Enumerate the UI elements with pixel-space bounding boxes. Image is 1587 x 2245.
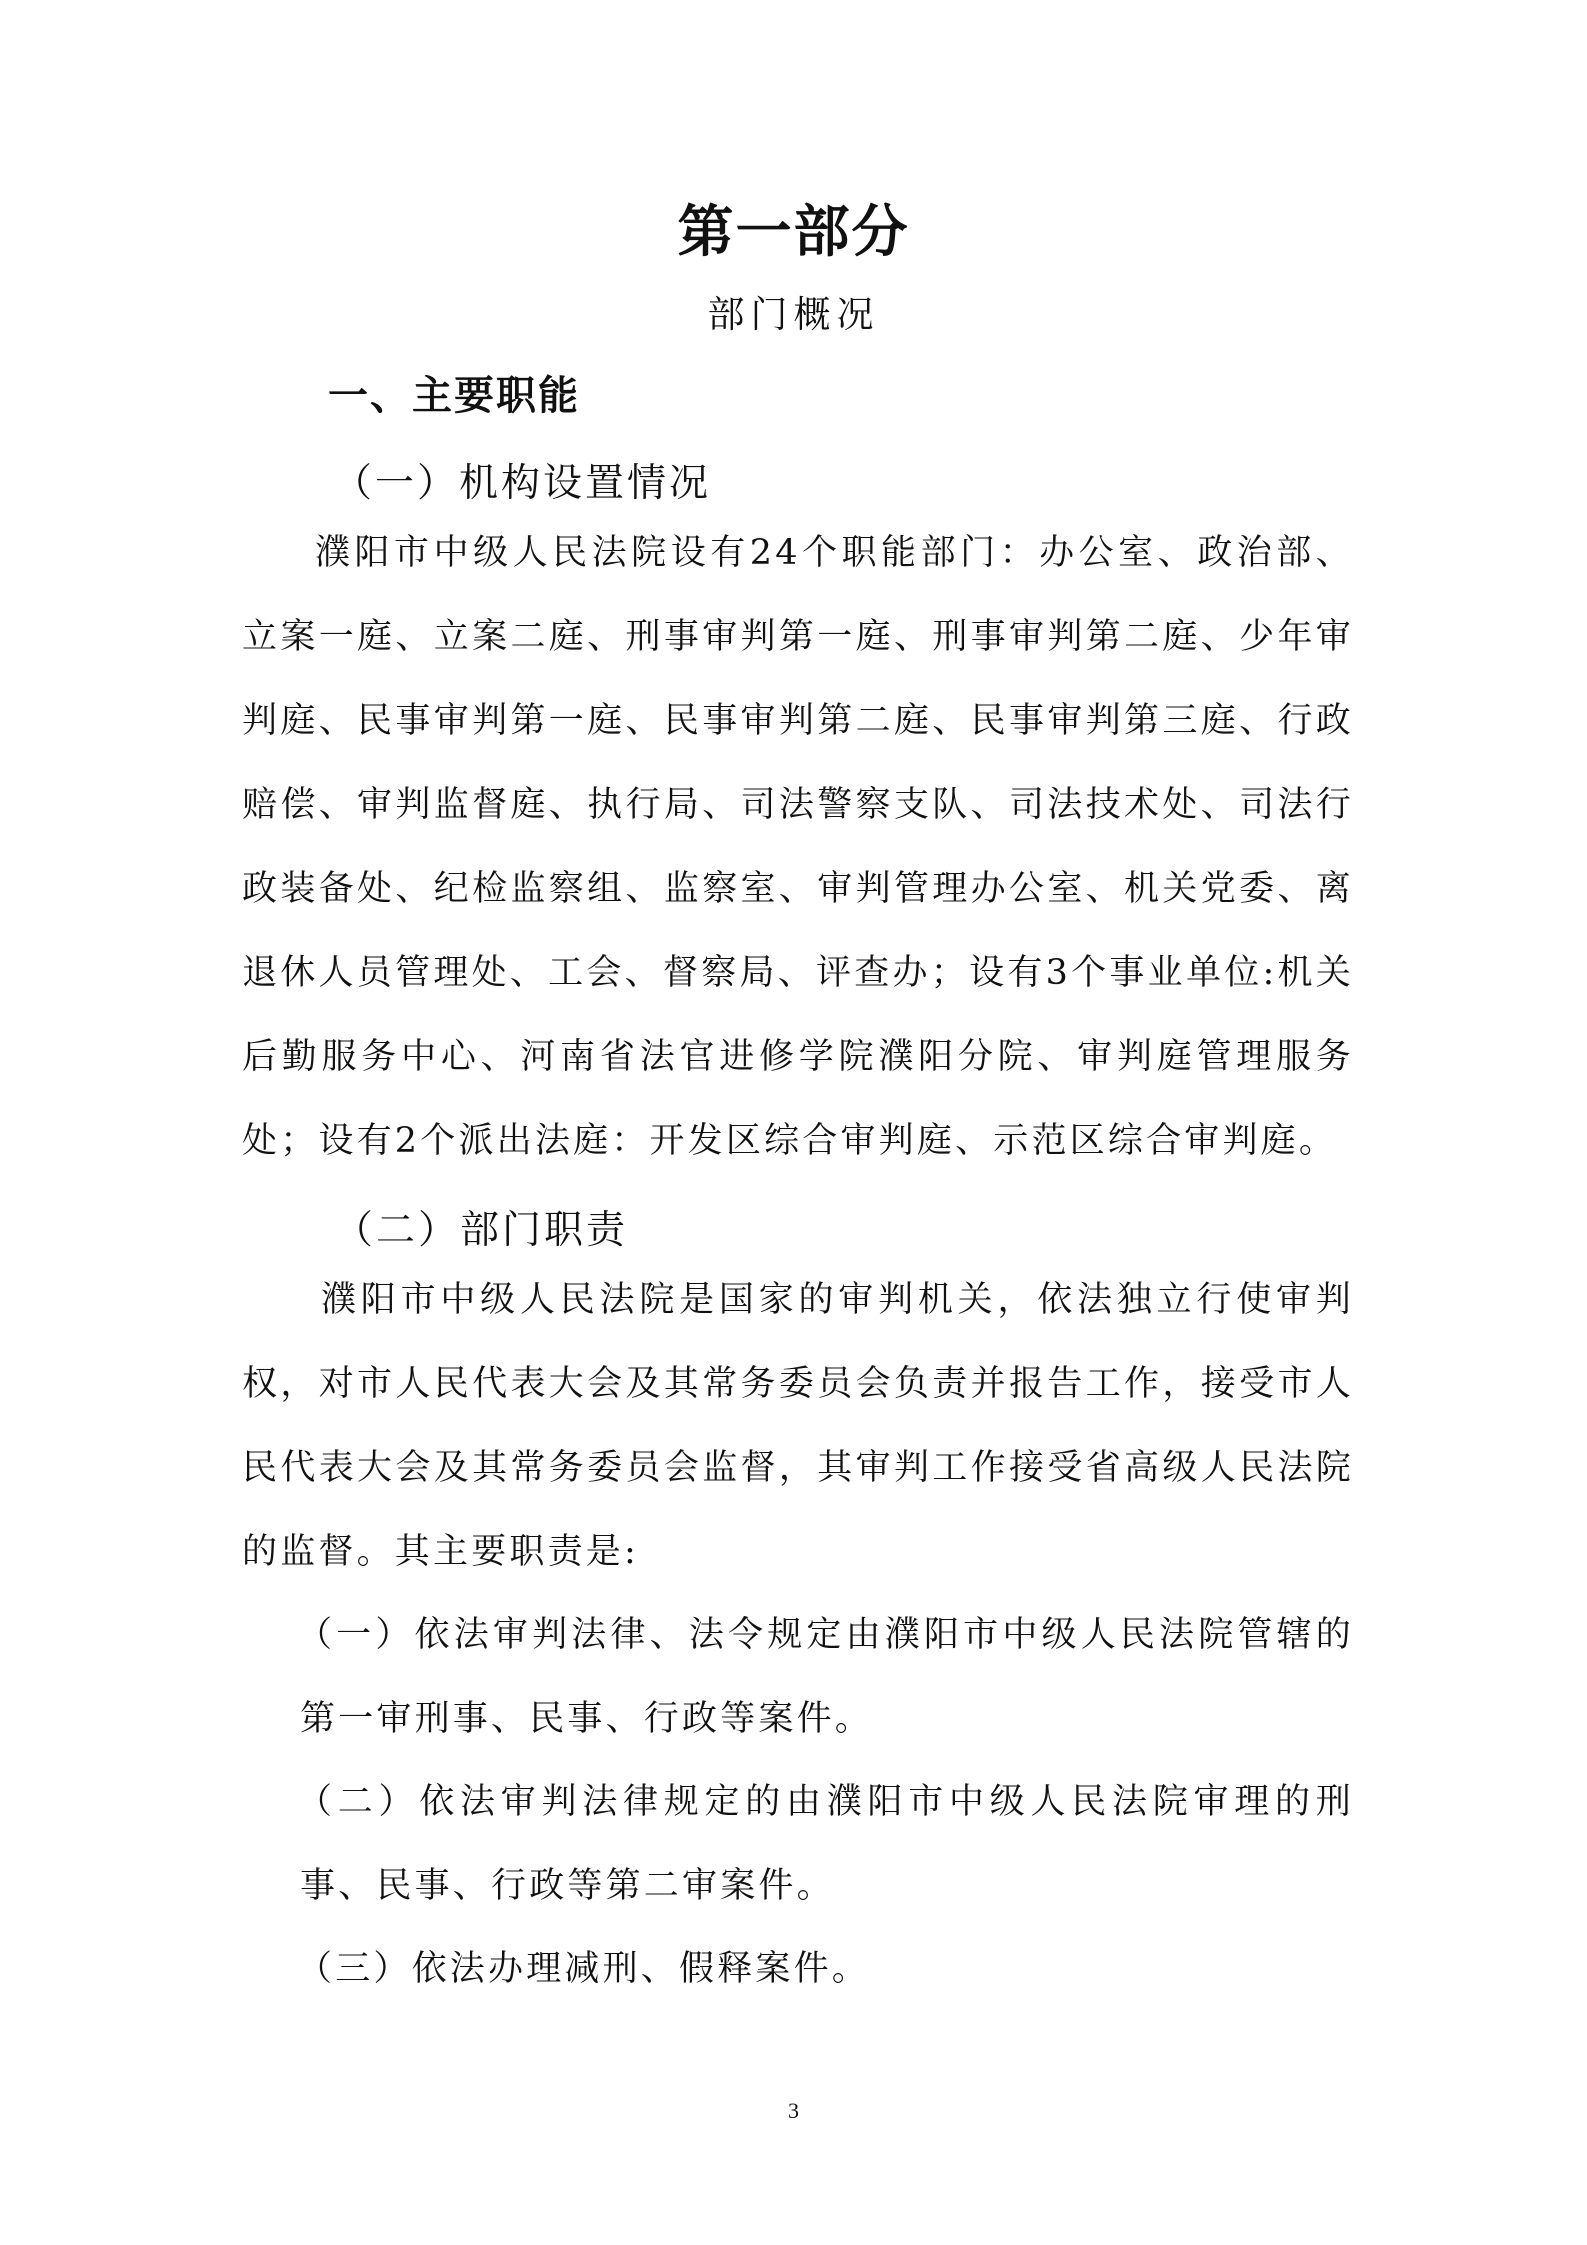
page-title: 第一部分 bbox=[677, 200, 910, 265]
page-subtitle: 部门概况 bbox=[707, 293, 880, 336]
organization-paragraph: 濮阳市中级人民法院设有24个职能部门：办公室、政治部、立案一庭、立案二庭、刑事审判第一庭、刑事审判第二庭、少年审判庭、民事审判第一庭、民事审判第二庭、民事审判第三庭、行政赔偿、审判监督庭、执行局、司法警察支队、司法技术处、司法行政装备处、纪检监察组、监察室、审判管理办公室、机关党委、离退休人员管理处、工会、督察局、评查办；设有3个事业单位:机关后勤服务中心、河南省法官进修学院濮阳分院、审判庭管理服务处；设有2个派出法庭：开发区综合审判庭、示范区综合审判庭。 bbox=[242, 533, 1354, 1161]
subsection-heading-organization: （一）机构设置情况 bbox=[333, 461, 712, 506]
duties-intro-paragraph: 濮阳市中级人民法院是国家的审判机关，依法独立行使审判权，对市人民代表大会及其常务委员会负责并报告工作，接受市人民代表大会及其常务委员会监督，其审判工作接受省高级人民法院的监督。其主要职责是: bbox=[242, 1280, 1354, 1572]
duty-item-3: （三）依法办理减刑、假释案件。 bbox=[297, 1949, 871, 1989]
duty-item-2: （二）依法审判法律规定的由濮阳市中级人民法院审理的刑事、民事、行政等第二审案件。 bbox=[297, 1782, 1354, 1906]
section-heading-main-functions: 一、主要职能 bbox=[328, 373, 580, 419]
subsection-heading-duties: （二）部门职责 bbox=[334, 1208, 629, 1253]
page-number: 3 bbox=[788, 2098, 799, 2123]
duty-item-1: （一）依法审判法律、法令规定由濮阳市中级人民法院管辖的第一审刑事、民事、行政等案件。 bbox=[297, 1615, 1354, 1739]
